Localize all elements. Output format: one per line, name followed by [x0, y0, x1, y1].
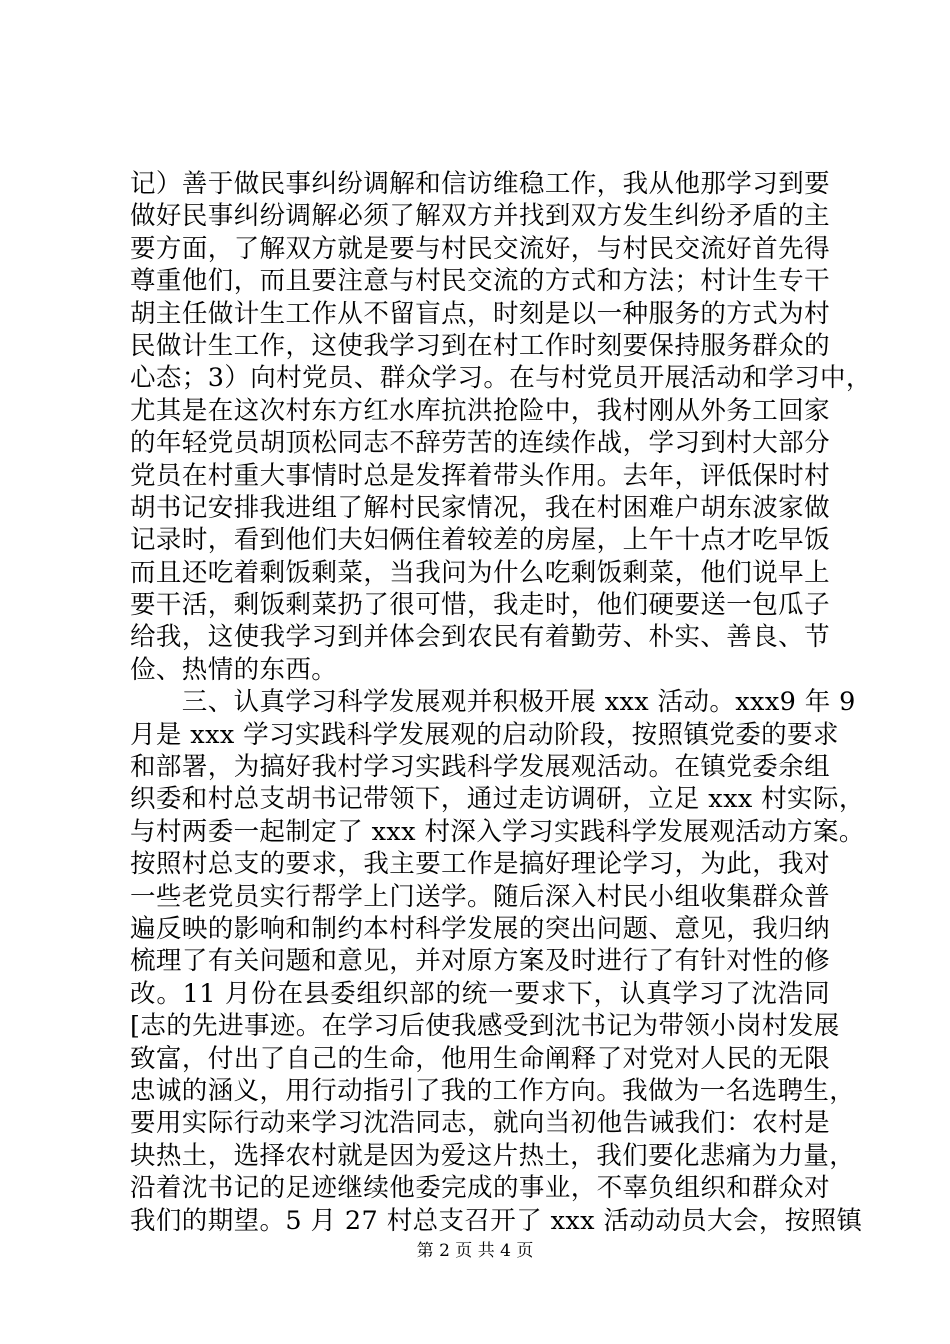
text-line: 给我，这使我学习到并体会到农民有着勤劳、朴实、善良、节: [130, 622, 830, 653]
text-line: 按照村总支的要求，我主要工作是搞好理论学习，为此，我对: [130, 849, 830, 880]
text-line: 心态；3）向村党员、群众学习。在与村党员开展活动和学习中，: [130, 363, 872, 394]
text-line: 月是 xxx 学习实践科学发展观的启动阶段，按照镇党委的要求: [130, 719, 839, 750]
text-line: 我们的期望。5 月 27 村总支召开了 xxx 活动动员大会，按照镇: [130, 1205, 863, 1236]
text-line: 记录时，看到他们夫妇俩住着较差的房屋，上午十点才吃早饭: [130, 525, 830, 556]
text-line: 一些老党员实行帮学上门送学。随后深入村民小组收集群众普: [130, 881, 830, 912]
text-line: 胡主任做计生工作从不留盲点，时刻是以一种服务的方式为村: [130, 298, 830, 329]
text-line: [志的先进事迹。在学习后使我感受到沈书记为带领小岗村发展: [130, 1011, 840, 1042]
text-line: 忠诚的涵义，用行动指引了我的工作方向。我做为一名选聘生，: [130, 1075, 856, 1106]
text-line: 块热土，选择农村就是因为爱这片热土，我们要化悲痛为力量，: [130, 1140, 856, 1171]
text-line: 胡书记安排我进组了解村民家情况，我在村困难户胡东波家做: [130, 492, 830, 523]
text-line: 尊重他们，而且要注意与村民交流的方式和方法；村计生专干: [130, 266, 830, 297]
text-line: 要干活，剩饭剩菜扔了很可惜，我走时，他们硬要送一包瓜子: [130, 590, 830, 621]
page-footer: 第 2 页 共 4 页: [416, 1241, 534, 1261]
text-line: 梳理了有关问题和意见，并对原方案及时进行了有针对性的修: [130, 946, 830, 977]
text-line: 和部署，为搞好我村学习实践科学发展观活动。在镇党委余组: [130, 752, 830, 783]
text-line: 遍反映的影响和制约本村科学发展的突出问题、意见，我归纳: [130, 913, 830, 944]
text-line: 与村两委一起制定了 xxx 村深入学习实践科学发展观活动方案。: [130, 816, 865, 847]
text-line: 而且还吃着剩饭剩菜，当我问为什么吃剩饭剩菜，他们说早上: [130, 557, 830, 588]
text-line: 沿着沈书记的足迹继续他委完成的事业，不辜负组织和群众对: [130, 1173, 830, 1204]
text-line: 做好民事纠纷调解必须了解双方并找到双方发生纠纷矛盾的主: [130, 201, 830, 232]
document-body: [130, 168, 872, 1237]
text-line: 要用实际行动来学习沈浩同志，就向当初他告诫我们：农村是: [130, 1108, 830, 1139]
text-line: 改。11 月份在县委组织部的统一要求下，认真学习了沈浩同: [130, 978, 830, 1009]
text-line: 俭、热情的东西。: [130, 654, 338, 685]
text-line: 的年轻党员胡顶松同志不辞劳苦的连续作战，学习到村大部分: [130, 428, 830, 459]
text-line: 党员在村重大事情时总是发挥着带头作用。去年，评低保时村: [130, 460, 830, 491]
text-line: 致富，付出了自己的生命，他用生命阐释了对党对人民的无限: [130, 1043, 830, 1074]
text-line: 织委和村总支胡书记带领下，通过走访调研，立足 xxx 村实际，: [130, 784, 865, 815]
text-line: 民做计生工作，这使我学习到在村工作时刻要保持服务群众的: [130, 330, 830, 361]
text-line: 记）善于做民事纠纷调解和信访维稳工作，我从他那学习到要: [130, 169, 830, 199]
text-line: 要方面，了解双方就是要与村民交流好，与村民交流好首先得: [130, 233, 830, 264]
text-line: 尤其是在这次村东方红水库抗洪抢险中，我村刚从外务工回家: [130, 395, 830, 426]
text-line: 三、认真学习科学发展观并积极开展 xxx 活动。xxx9 年 9: [130, 687, 856, 718]
